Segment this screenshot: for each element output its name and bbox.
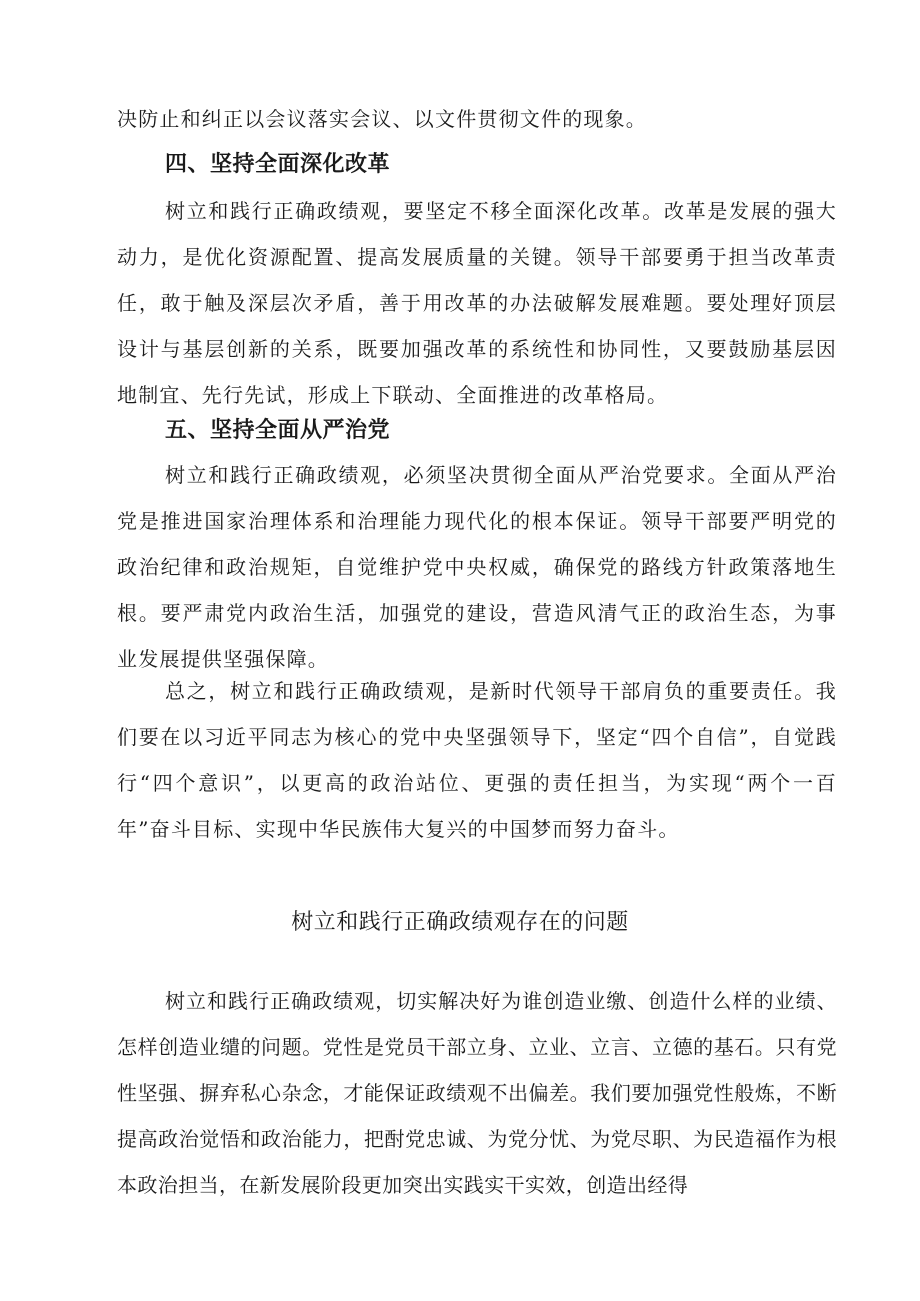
article-title: 树立和践行正确政绩观存在的问题 [291,910,629,935]
section-5-heading: 五、坚持全面从严治党 [165,418,391,443]
section-4-heading: 四、坚持全面深化改革 [165,152,391,177]
section-5-paragraph: 树立和践行正确政绩观，必须坚决贯彻全面从严治党要求。全面从严治党是推进国家治理体系和治理能力现代化的根本保证。领导干部要严明党的政治纪律和政治规矩，自觉维护党中央权威，确保党的路线方针政策落地生根。要严肃党内政治生活，加强党的建设，营造风清气正的政治生态，为事业发展提供坚强保障。 [117,463,837,671]
continuation-paragraph: 决防止和纠正以会议落实会议、以文件贯彻文件的现象。 [117,107,647,131]
article-body-paragraph: 树立和践行正确政绩观，切实解决好为谁创造业缴、创造什么样的业绩、怎样创造业缱的问题。党性是党员干部立身、立业、立言、立德的基石。只有党性坚强、摒弃私心杂念，才能保证政绩观不出偏差。我们要加强党性般炼，不断提高政治觉悟和政治能力，把酎党忠诚、为党分忧、为党尽职、为民造福作为根本政治担当，在新发展阶段更加突出实践实干实效，创造出经得 [117,989,837,1197]
conclusion-paragraph: 总之，树立和践行正确政绩观，是新时代领导干部肩负的重要责任。我们要在以习近平同志为核心的党中央坚强领导下，坚定“四个自信”，自觉践行“四个意识”，以更高的政治站位、更强的责任担当，为实现“两个一百年”奋斗目标、实现中华民族伟大复兴的中国梦而努力奋斗。 [117,679,837,841]
section-4-paragraph: 树立和践行正确政绩观，要坚定不移全面深化改革。改革是发展的强大动力，是优化资源配置、提高发展质量的关键。领导干部要勇于担当改革责任，敢于触及深层次矛盾，善于用改革的办法破解发展难题。要处理好顶层设计与基层创新的关系，既要加强改革的系统性和协同性，又要鼓励基层因地制宜、先行先试，形成上下联动、全面推进的改革格局。 [117,199,837,407]
